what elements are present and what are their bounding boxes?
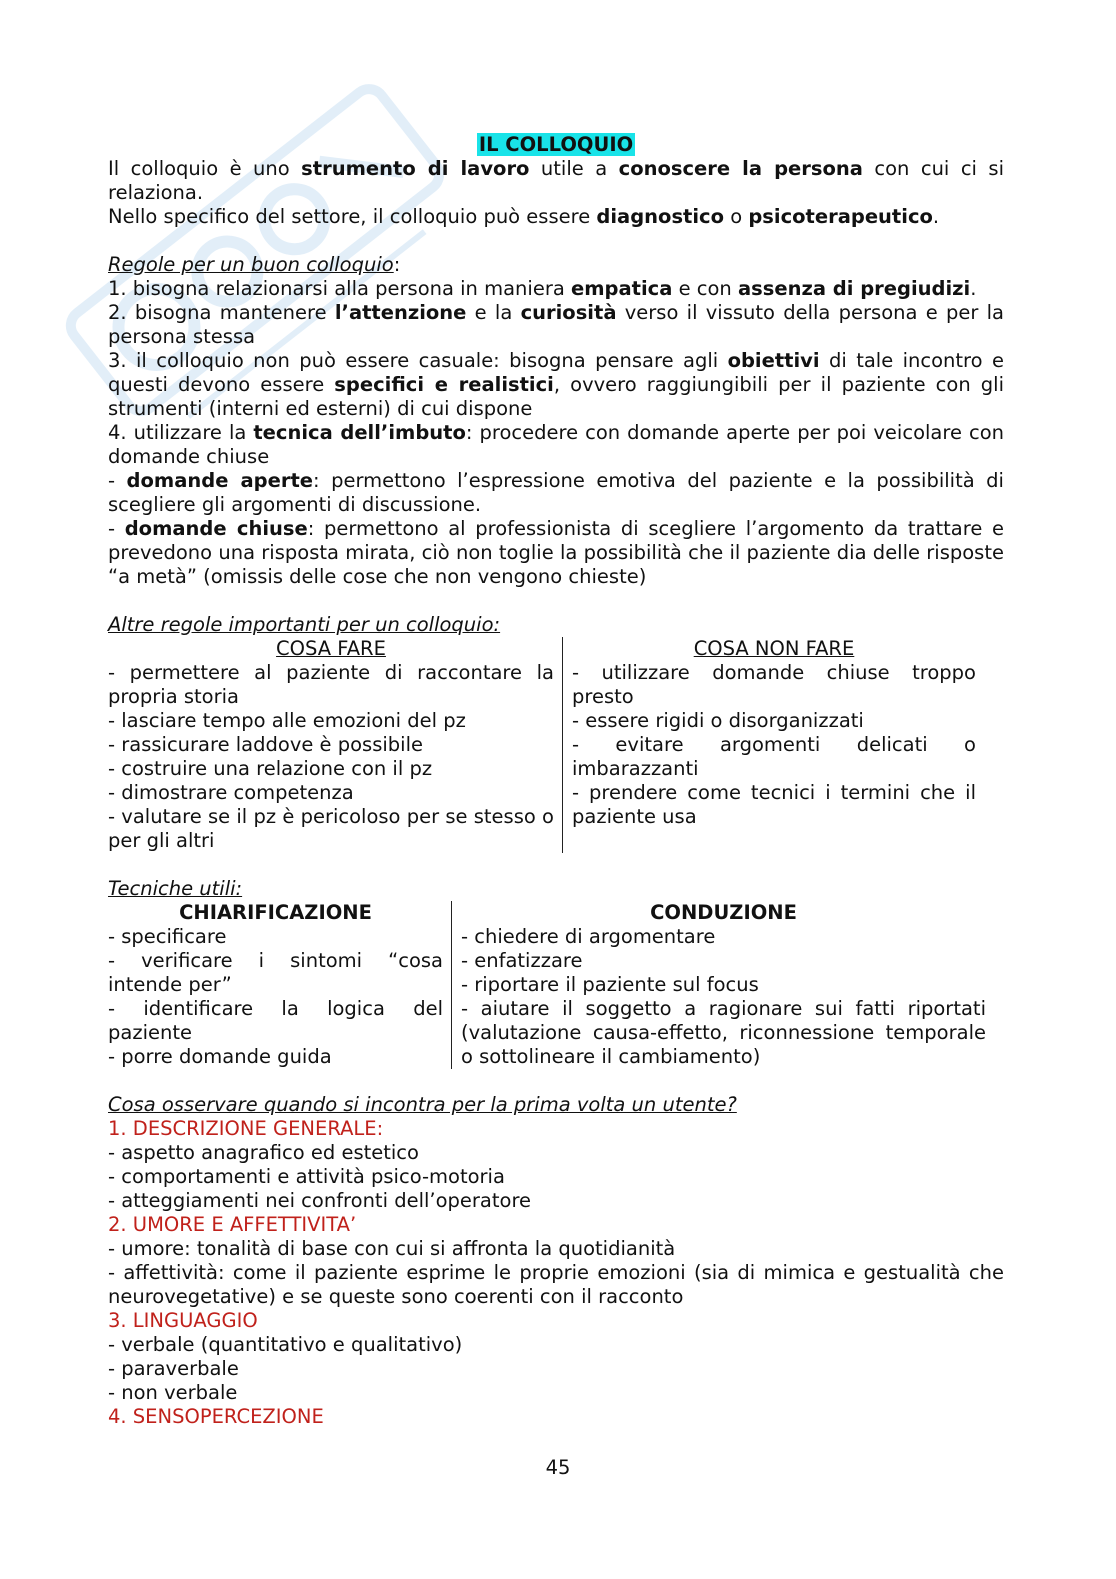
conduction-item: - enfatizzare (461, 949, 583, 972)
observe-item: - aspetto anagrafico ed estetico (108, 1141, 419, 1164)
observe-section-title: 3. LINGUAGGIO (108, 1309, 258, 1332)
observe-item: - paraverbale (108, 1357, 239, 1380)
observe-section-title: 2. UMORE E AFFETTIVITA’ (108, 1213, 357, 1236)
clarification-item: - verificare i sintomi “cosa intende per” (108, 949, 443, 996)
do-column-title: COSA FARE (276, 637, 386, 660)
dont-column (563, 637, 976, 853)
dont-item: - prendere come tecnici i termini che il paziente usa (572, 781, 976, 828)
dont-item: - utilizzare domande chiuse troppo presto (572, 661, 976, 708)
observe-heading: Cosa osservare quando si incontra per la prima volta un utente? (108, 1093, 737, 1116)
do-item: - dimostrare competenza (108, 781, 354, 804)
observe-section-title: 4. SENSOPERCEZIONE (108, 1405, 324, 1428)
conduction-item: - aiutare il soggetto a ragionare sui fatti riportati (valutazione causa-effetto, riconnessione temporale o sottolineare il cambiamento) (461, 997, 986, 1068)
do-column (108, 637, 563, 853)
dont-item: - essere rigidi o disorganizzati (572, 709, 864, 732)
do-item: - valutare se il pz è pericoloso per se stesso o per gli altri (108, 805, 554, 852)
document-body (108, 133, 1004, 1429)
conduction-item: - riportare il paziente sul focus (461, 973, 759, 996)
dont-column-title: COSA NON FARE (693, 637, 855, 660)
clarification-item: - identificare la logica del paziente (108, 997, 443, 1044)
intro-paragraph-2: Nello specifico del settore, il colloquio può essere diagnostico o psicoterapeutico. (108, 205, 940, 228)
conduction-column (452, 901, 986, 1069)
do-item: - lasciare tempo alle emozioni del pz (108, 709, 466, 732)
do-item: - permettere al paziente di raccontare la propria storia (108, 661, 554, 708)
page-number: 45 (545, 1456, 571, 1479)
observe-item: - affettività: come il paziente esprime le proprie emozioni (sia di mimica e gestualità che neurovegetative) e se queste sono coerenti con il racconto (108, 1261, 1004, 1308)
conduction-item: - chiedere di argomentare (461, 925, 716, 948)
other-rules-heading: Altre regole importanti per un colloquio: (108, 613, 501, 636)
clarification-title: CHIARIFICAZIONE (179, 901, 372, 924)
rule-open-questions: - domande aperte: permettono l’espressione emotiva del paziente e la possibilità di scegliere gli argomenti di discussione. (108, 469, 1004, 516)
techniques-heading: Tecniche utili: (108, 877, 243, 900)
do-item: - costruire una relazione con il pz (108, 757, 433, 780)
clarification-item: - porre domande guida (108, 1045, 332, 1068)
intro-paragraph-1: Il colloquio è uno strumento di lavoro utile a conoscere la persona con cui ci si relaziona. (108, 157, 1004, 204)
do-item: - rassicurare laddove è possibile (108, 733, 424, 756)
clarification-item: - specificare (108, 925, 227, 948)
rule-2: 2. bisogna mantenere l’attenzione e la curiosità verso il vissuto della persona e per la persona stessa (108, 301, 1004, 348)
rule-closed-questions: - domande chiuse: permettono al professionista di scegliere l’argomento da trattare e prevedono una risposta mirata, ciò non toglie la possibilità che il paziente dia delle risposte “a metà” (omissis delle cose che non vengono chieste) (108, 517, 1004, 588)
rule-1: 1. bisogna relazionarsi alla persona in maniera empatica e con assenza di pregiudizi. (108, 277, 977, 300)
observe-item: - umore: tonalità di base con cui si affronta la quotidianità (108, 1237, 676, 1260)
observe-item: - non verbale (108, 1381, 238, 1404)
do-dont-table (108, 637, 1004, 853)
conduction-title: CONDUZIONE (650, 901, 797, 924)
observe-item: - verbale (quantitativo e qualitativo) (108, 1333, 463, 1356)
dont-item: - evitare argomenti delicati o imbarazzanti (572, 733, 976, 780)
clarification-column (108, 901, 452, 1069)
observe-item: - comportamenti e attività psico-motoria (108, 1165, 505, 1188)
observe-item: - atteggiamenti nei confronti dell’operatore (108, 1189, 532, 1212)
observe-section-title: 1. DESCRIZIONE GENERALE: (108, 1117, 384, 1140)
rules-heading: Regole per un buon colloquio: (108, 253, 401, 276)
page-title: IL COLLOQUIO (478, 133, 634, 156)
rule-3: 3. il colloquio non può essere casuale: bisogna pensare agli obiettivi di tale incontro e questi devono essere specifici e realistici, ovvero raggiungibili per il paziente con gli strumenti (interni ed esterni) di cui dispone (108, 349, 1004, 420)
techniques-table (108, 901, 1004, 1069)
rule-4: 4. utilizzare la tecnica dell’imbuto: procedere con domande aperte per poi veicolare con domande chiuse (108, 421, 1004, 468)
